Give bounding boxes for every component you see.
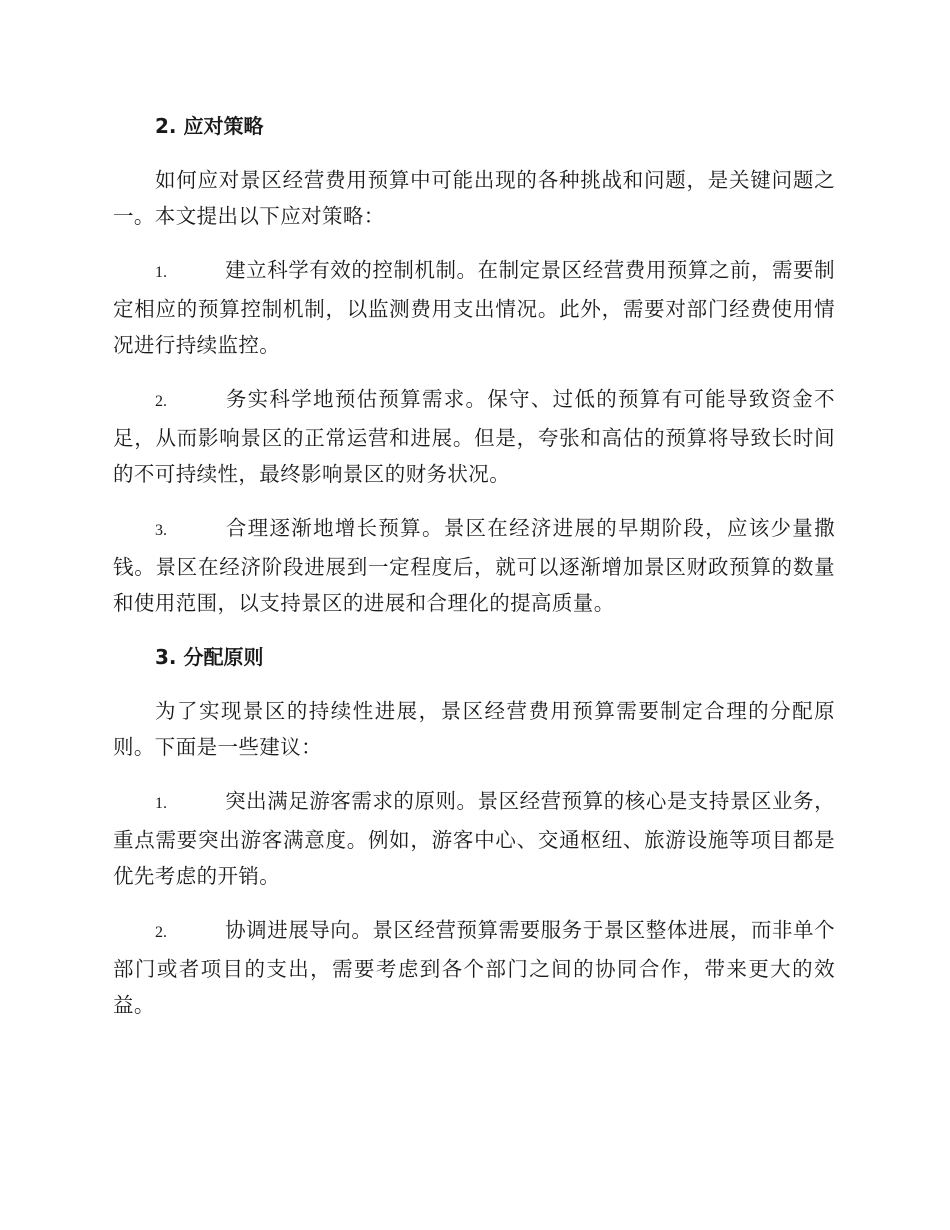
list-item — [113, 912, 835, 1023]
list-text: 协调进展导向。景区经营预算需要服务于景区整体进展，而非单个部门或者项目的支出，需要考虑到各个部门之间的协同合作，带来更大的效益。 — [113, 918, 835, 1017]
list-item — [113, 252, 835, 363]
list-number: 2. — [155, 393, 167, 410]
document-body — [113, 108, 835, 1041]
section-intro: 如何应对景区经营费用预算中可能出现的各种挑战和问题，是关键问题之一。本文提出以下应对策略： — [113, 168, 835, 228]
list-text: 务实科学地预估预算需求。保守、过低的预算有可能导致资金不足，从而影响景区的正常运营和进展。但是，夸张和高估的预算将导致长时间的不可持续性，最终影响景区的财务状况。 — [113, 387, 835, 486]
list-text: 合理逐渐地增长预算。景区在经济进展的早期阶段，应该少量撒钱。景区在经济阶段进展到一定程度后，就可以逐渐增加景区财政预算的数量和使用范围，以支持景区的进展和合理化的提高质量。 — [113, 516, 835, 615]
list-text: 突出满足游客需求的原则。景区经营预算的核心是支持景区业务，重点需要突出游客满意度。例如，游客中心、交通枢纽、旅游设施等项目都是优先考虑的开销。 — [113, 789, 835, 888]
list-number: 3. — [155, 522, 167, 539]
list-item — [113, 510, 835, 621]
section-heading: 3. 分配原则 — [155, 645, 264, 669]
list-number: 2. — [155, 924, 167, 941]
section-heading: 2. 应对策略 — [155, 114, 264, 138]
list-item — [113, 783, 835, 894]
list-number: 1. — [155, 264, 167, 281]
section-intro: 为了实现景区的持续性进展，景区经营费用预算需要制定合理的分配原则。下面是一些建议： — [113, 699, 835, 759]
list-number: 1. — [155, 795, 167, 812]
list-text: 建立科学有效的控制机制。在制定景区经营费用预算之前，需要制定相应的预算控制机制，以监测费用支出情况。此外，需要对部门经费使用情况进行持续监控。 — [113, 258, 835, 357]
list-item — [113, 381, 835, 492]
